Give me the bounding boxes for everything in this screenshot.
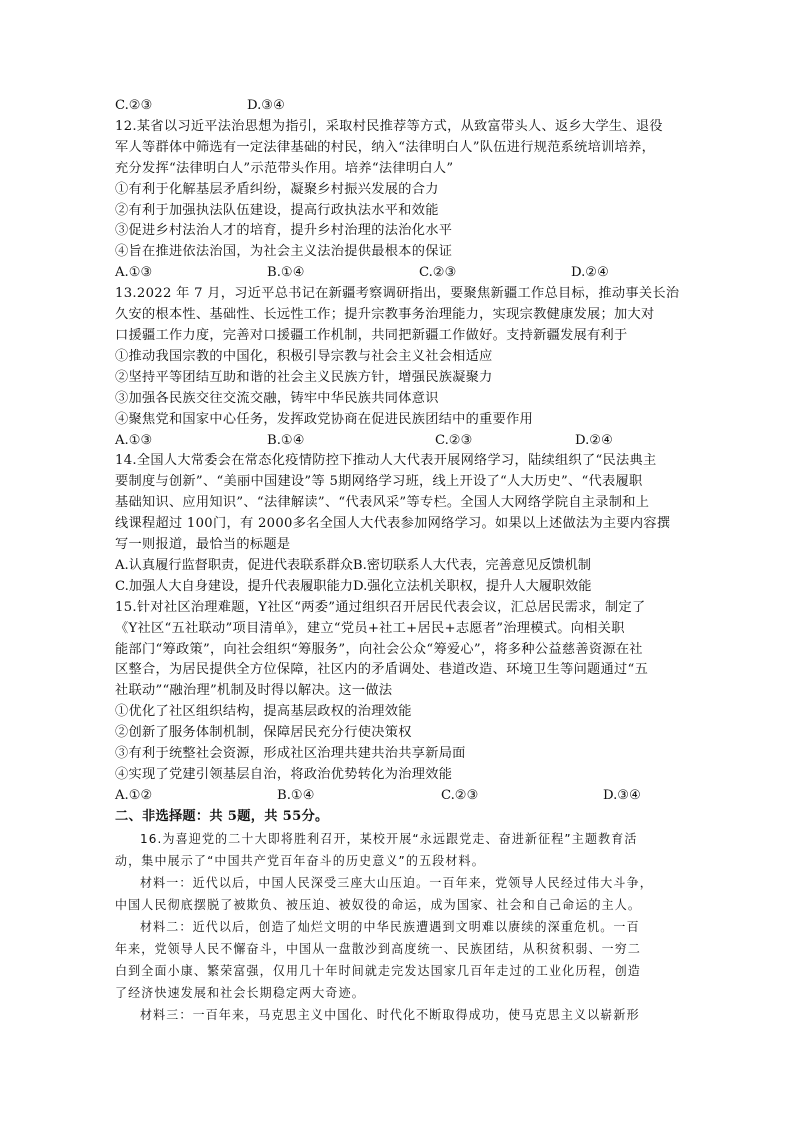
q15-stem-line: 区整合，为居民提供全方位保障，社区内的矛盾调处、巷道改造、环境卫生等问题通过“五 <box>115 662 649 678</box>
q15-item: ②创新了服务体制机制，保障居民充分行使决策权 <box>115 725 412 741</box>
q13-item: ③加强各民族交往交流交融，铸牢中华民族共同体意识 <box>115 390 439 406</box>
q15-stem-line: 能部门“筹政策”，向社会组织“筹服务”，向社会公众“筹爱心”，将多种公益慈善资源在社 <box>115 641 643 657</box>
q12-options <box>115 263 685 284</box>
q15-option-b: B.①④ <box>277 787 315 803</box>
q16-line: 年来，党领导人民不懈奋斗，中国从一盘散沙到高度统一、民族团结，从积贫积弱、一穷二 <box>115 940 642 956</box>
q15-stem-line: 《Y社区“五社联动”项目清单》，建立“党员+社工+居民+志愿者”治理模式。向相关职 <box>115 620 625 636</box>
q13-stem-line: 口援疆工作力度，完善对口援疆工作机制，共同把新疆工作做好。支持新疆发展有利于 <box>115 327 628 343</box>
q14-stem-line: 14.全国人大常委会在常态化疫情防控下推动人大代表开展网络学习，陆续组织了“民法典主 <box>115 453 657 469</box>
q13-item: ④聚焦党和国家中心任务，发挥政党协商在促进民族团结中的重要作用 <box>115 411 534 427</box>
q14-stem-line: 线课程超过 100门，有 2000多名全国人大代表参加网络学习。如果以上述做法为主要内容撰 <box>115 516 671 532</box>
question-14 <box>115 451 685 597</box>
q11-options <box>115 96 685 117</box>
q16-line: 白到全面小康、繁荣富强，仅用几十年时间就走完发达国家几百年走过的工业化历程，创造 <box>115 962 642 978</box>
q12-option-a: A.①③ <box>115 265 153 281</box>
q11-option-c: C.②③ <box>115 98 153 113</box>
q12-option-b: B.①④ <box>267 265 305 281</box>
q12-option-d: D.②④ <box>571 265 609 281</box>
q13-item: ②坚持平等团结互助和谐的社会主义民族方针，增强民族凝聚力 <box>115 369 493 385</box>
q13-option-a: A.①③ <box>115 432 153 448</box>
q13-stem-line: 13.2022 年 7 月，习近平总书记在新疆考察调研指出，要聚焦新疆工作总目标，推动事关长治 <box>115 286 680 302</box>
q12-item: ④旨在推进依法治国，为社会主义法治提供最根本的保证 <box>115 244 453 260</box>
q14-options-row-1 <box>115 556 685 577</box>
q12-item: ①有利于化解基层矛盾纠纷，凝聚乡村振兴发展的合力 <box>115 181 439 197</box>
q14-stem-line: 基础知识、应用知识”、“法律解读”、“代表风采”等专栏。全国人大网络学院自主录制和上 <box>115 495 650 511</box>
q15-options <box>115 786 685 807</box>
q16-line: 了经济快速发展和社会长期稳定两大奇迹。 <box>115 984 365 1000</box>
q15-item: ④实现了党建引领基层自治，将政治优势转化为治理效能 <box>115 767 453 782</box>
q14-stem-line: 写一则报道，最恰当的标题是 <box>115 537 291 553</box>
q12-stem-line: 充分发挥“法律明白人”示范带头作用。培养“法律明白人” <box>115 160 454 176</box>
q15-option-a: A.①② <box>115 787 153 803</box>
q15-item: ③有利于统整社会资源，形成社区治理共建共治共享新局面 <box>115 746 466 762</box>
q12-stem-line: 军人等群体中筛选有一定法律基础的村民，纳入“法律明白人”队伍进行规范系统培训培养， <box>115 139 656 155</box>
q16-material-3: 材料三：一百年来，马克思主义中国化、时代化不断取得成功，使马克思主义以崭新形 <box>139 1006 640 1022</box>
q12-item: ③促进乡村法治人才的培育，提升乡村治理的法治化水平 <box>115 223 453 239</box>
q14-option-b: B.密切联系人大代表，完善意见反馈机制 <box>352 557 591 573</box>
q14-option-d: D.强化立法机关职权，提升人大履职效能 <box>353 578 592 594</box>
q16-line: 中国人民彻底摆脱了被欺负、被压迫、被奴役的命运，成为国家、社会和自己命运的主人。 <box>115 896 642 912</box>
q13-item: ①推动我国宗教的中国化，积极引导宗教与社会主义社会相适应 <box>115 348 493 364</box>
q16-material-2: 材料二：近代以后，创造了灿烂文明的中华民族遭遇到文明难以赓续的深重危机。一百 <box>139 918 640 934</box>
q14-options-row-2 <box>115 577 685 598</box>
exam-page <box>115 96 685 1026</box>
q11-option-d: D.③④ <box>247 98 285 113</box>
q13-options <box>115 431 685 452</box>
q13-stem-line: 久安的根本性、基础性、长远性工作；提升宗教事务治理能力，实现宗教健康发展；加大对 <box>115 307 655 323</box>
q13-option-d: D.②④ <box>575 432 613 448</box>
q12-option-c: C.②③ <box>419 265 457 281</box>
question-12 <box>115 117 685 284</box>
q13-option-b: B.①④ <box>267 432 305 448</box>
section-heading: 二、非选择题：共 5题，共 55分。 <box>115 808 329 824</box>
q16-line: 16.为喜迎党的二十大即将胜利召开，某校开展“永远跟党走、奋进新征程”主题教育活 <box>139 830 638 846</box>
question-15 <box>115 598 685 807</box>
q15-option-d: D.③④ <box>603 787 641 803</box>
q15-item: ①优化了社区组织结构，提高基层政权的治理效能 <box>115 704 412 720</box>
q15-stem-line: 社联动”“融治理”机制及时得以解决。这一做法 <box>115 683 393 699</box>
q14-option-c: C.加强人大自身建设，提升代表履职能力 <box>115 578 353 594</box>
q16-line: 动，集中展示了“中国共产党百年奋斗的历史意义”的五段材料。 <box>115 852 485 868</box>
q14-option-a: A.认真履行监督职责，促进代表联系群众 <box>115 557 353 573</box>
question-13 <box>115 284 685 451</box>
q12-stem-line: 12.某省以习近平法治思想为指引，采取村民推荐等方式，从致富带头人、返乡大学生、退役 <box>115 118 663 134</box>
q15-option-c: C.②③ <box>441 787 479 803</box>
q15-stem-line: 15.针对社区治理难题，Y社区“两委”通过组织召开居民代表会议，汇总居民需求，制定了 <box>115 599 646 615</box>
q14-stem-line: 要制度与创新”、“美丽中国建设”等 5期网络学习班，线上开设了“人大历史”、“代表履职 <box>115 474 643 490</box>
q13-option-c: C.②③ <box>435 432 473 448</box>
q12-item: ②有利于加强执法队伍建设，提高行政执法水平和效能 <box>115 202 439 218</box>
question-16 <box>115 828 685 1026</box>
q16-material-1: 材料一：近代以后，中国人民深受三座大山压迫。一百年来，党领导人民经过伟大斗争， <box>139 874 653 890</box>
